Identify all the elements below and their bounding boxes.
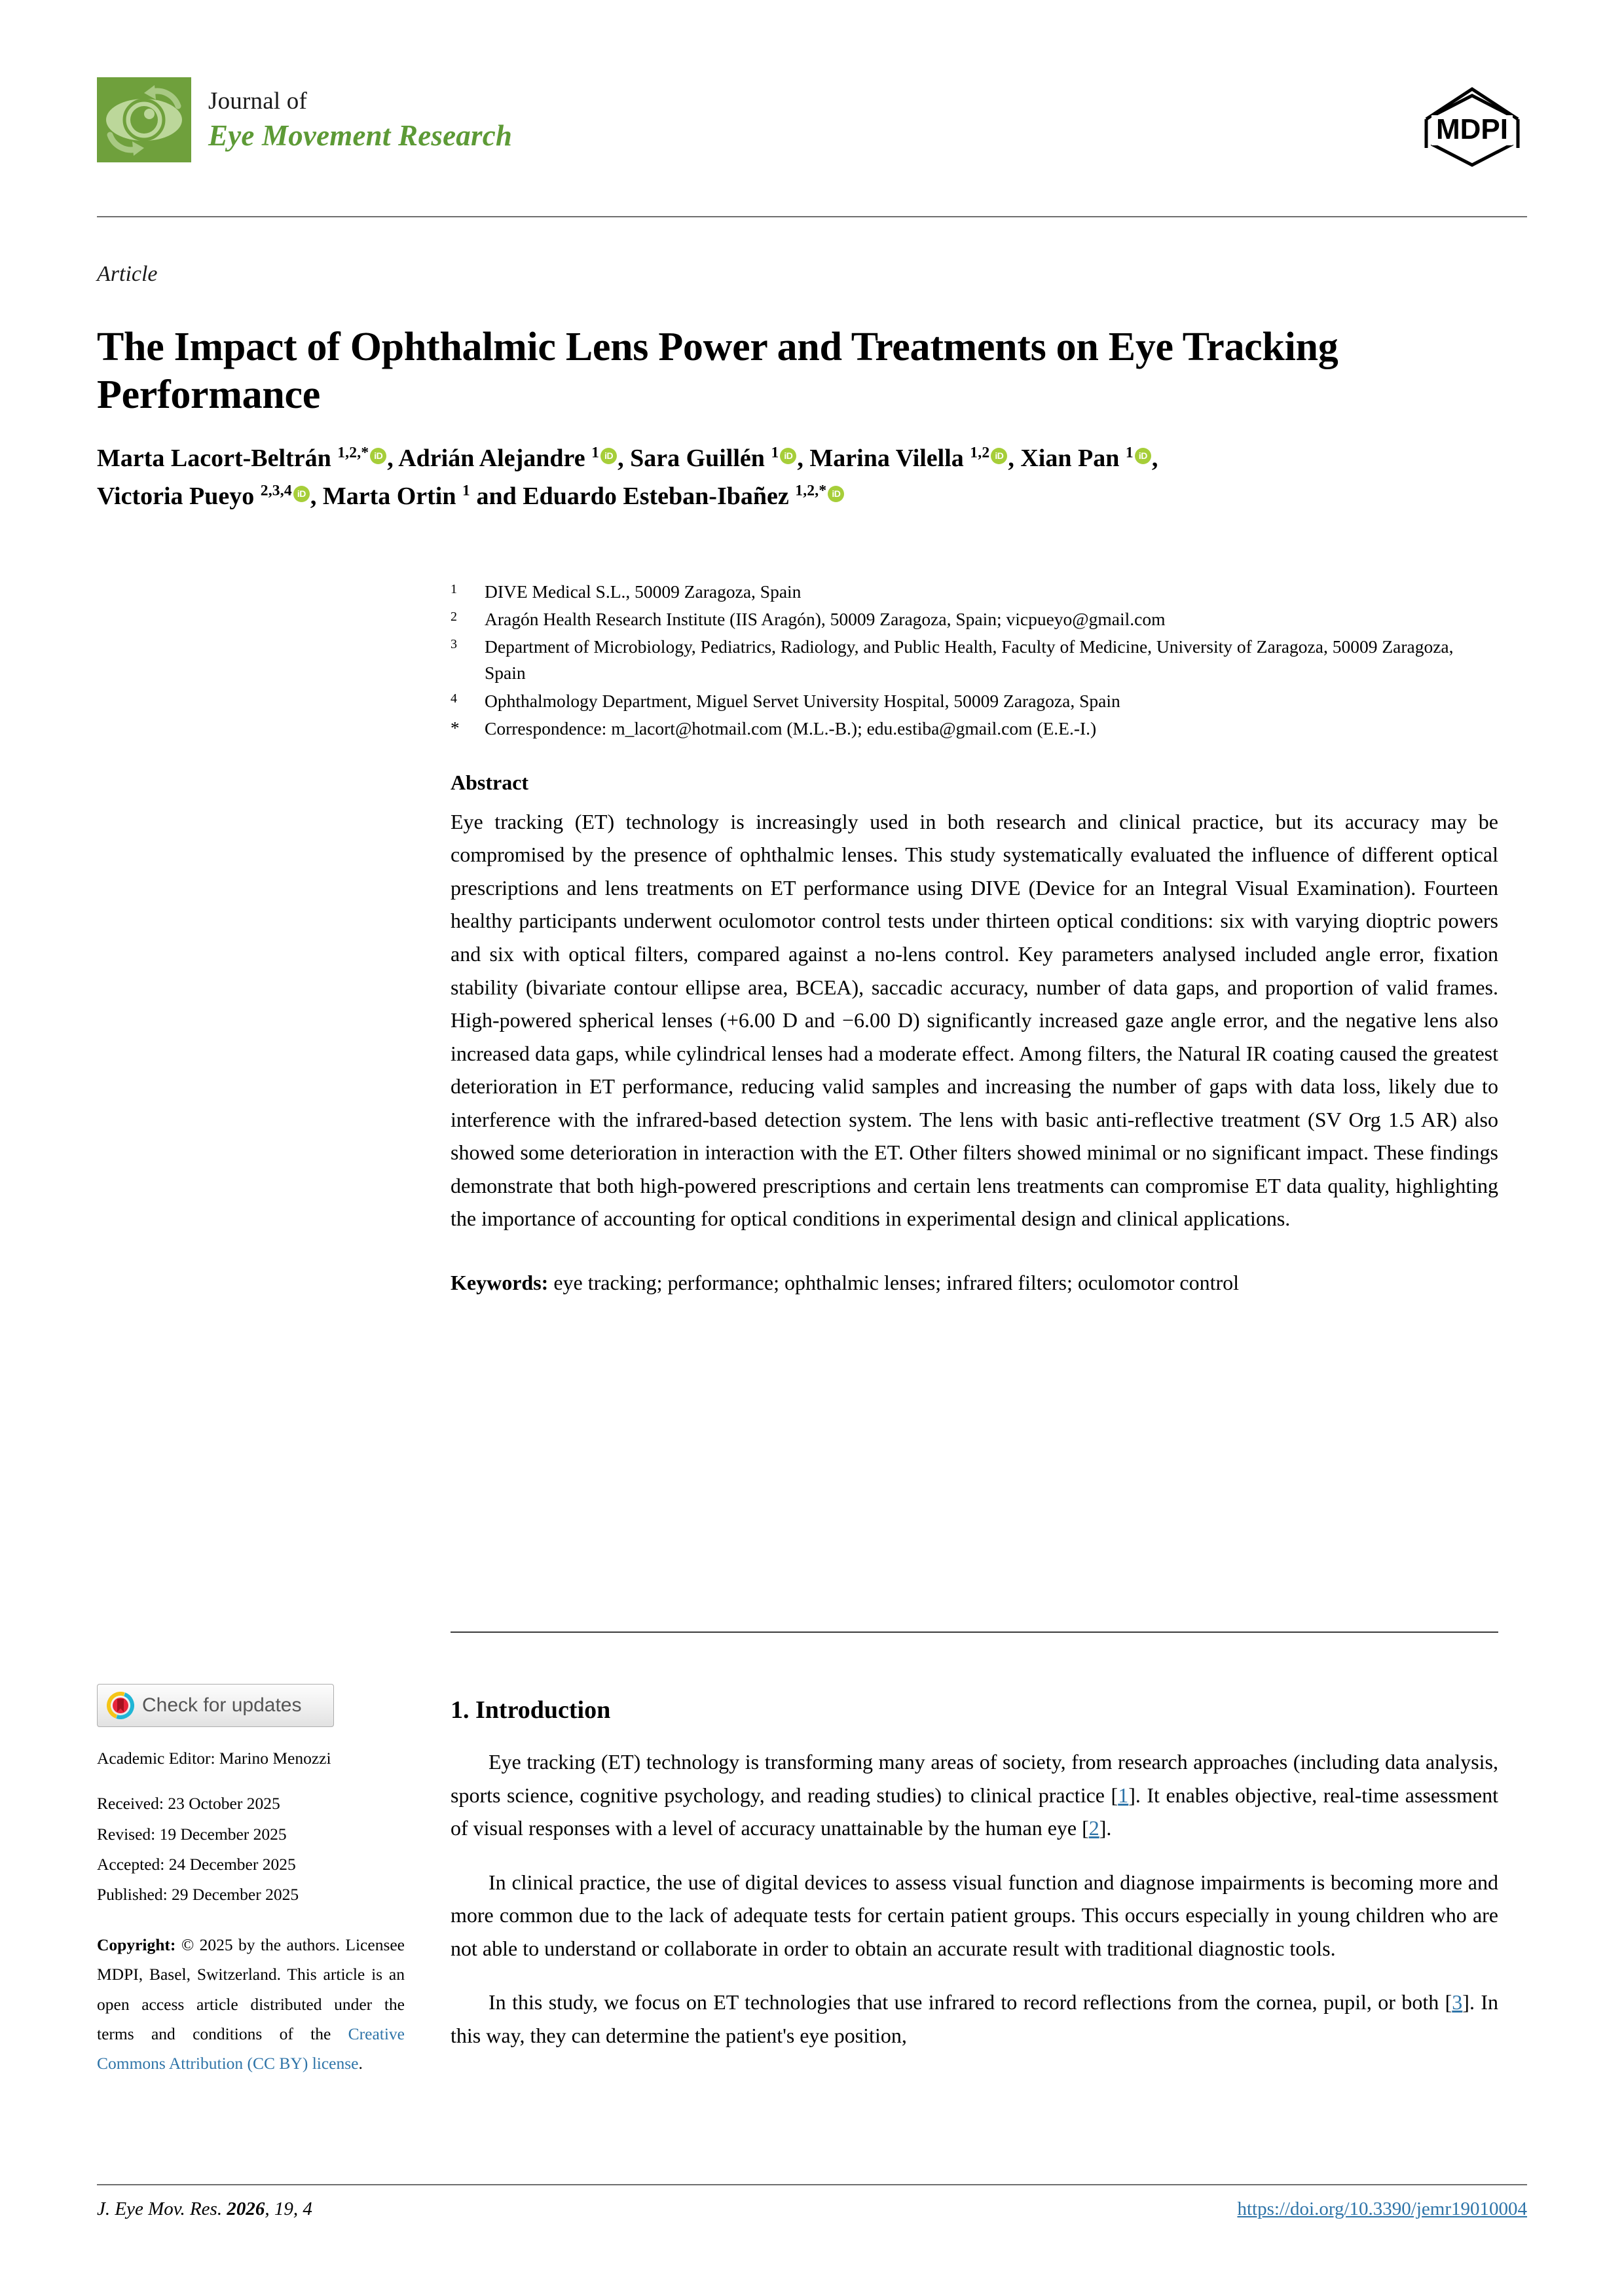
author-affiliation-marker: 1,2	[970, 444, 990, 462]
paragraph-3-part-b: ]. In this way, they can determine the patient's eye position,	[451, 1990, 1499, 2047]
keywords-label: Keywords:	[451, 1270, 549, 1294]
copyright-label: Copyright:	[97, 1935, 176, 1954]
affiliation-row	[451, 606, 1498, 632]
paragraph-1-part-b: ]. It enables objective, real-time assessment of visual responses with a level of accuracy unattainable by the human eye [	[451, 1783, 1499, 1840]
orcid-icon[interactable]: iD	[991, 448, 1007, 464]
author-separator: ,	[1008, 445, 1021, 472]
citation-link-3[interactable]: 3	[1452, 1990, 1463, 2014]
author-name: Marta Lacort-Beltrán	[97, 445, 338, 472]
author-separator: ,	[797, 445, 810, 472]
citation-year: 2026	[227, 2198, 265, 2219]
affiliation-text: Department of Microbiology, Pediatrics, Radiology, and Public Health, Faculty of Medicine, University of Zaragoza, 50009 Zaragoza, Spain	[485, 636, 1454, 683]
author-affiliation-marker: 1,2,*	[795, 482, 827, 500]
author-name: Xian Pan	[1020, 445, 1126, 472]
affiliation-marker: 3	[451, 637, 457, 652]
publication-date: Published: 29 December 2025	[97, 1885, 299, 1904]
copyright-period: .	[358, 2054, 363, 2073]
crossmark-icon	[107, 1692, 134, 1719]
orcid-icon[interactable]: iD	[370, 448, 386, 464]
orcid-icon[interactable]: iD	[1135, 448, 1151, 464]
masthead	[97, 77, 1527, 169]
orcid-icon[interactable]: iD	[293, 486, 310, 502]
section-heading-introduction: 1. Introduction	[451, 1696, 611, 1724]
affiliation-marker: *	[451, 718, 460, 738]
author-name: Adrián Alejandre	[398, 445, 592, 472]
author-separator: ,	[387, 445, 399, 472]
author-separator: and	[470, 482, 523, 510]
author-name: Eduardo Esteban-Ibañez	[523, 482, 796, 510]
sidebar	[97, 1684, 405, 2079]
publication-date: Revised: 19 December 2025	[97, 1824, 287, 1844]
author-separator: ,	[618, 445, 631, 472]
abstract-divider	[451, 1631, 1498, 1633]
affiliation-text: Ophthalmology Department, Miguel Servet University Hospital, 50009 Zaragoza, Spain	[485, 690, 1120, 711]
citation-link-1[interactable]: 1	[1118, 1783, 1129, 1807]
orcid-icon[interactable]: iD	[828, 486, 844, 502]
mdpi-logo-icon	[1417, 79, 1527, 170]
author-affiliation-marker: 2,3,4	[260, 482, 292, 500]
journal-of-label: Journal of	[208, 88, 307, 115]
paragraph-3	[451, 1986, 1498, 2052]
abstract-heading: Abstract	[451, 770, 529, 794]
paragraph-1	[451, 1745, 1498, 1845]
author-affiliation-marker: 1	[591, 444, 600, 462]
author-name: Marina Vilella	[809, 445, 970, 472]
eye-logo-icon	[97, 77, 191, 162]
author-name: Sara Guillén	[630, 445, 771, 472]
affiliation-row	[451, 634, 1498, 686]
publication-date: Received: 23 October 2025	[97, 1794, 280, 1813]
affiliation-text: DIVE Medical S.L., 50009 Zaragoza, Spain	[485, 581, 802, 602]
affiliation-text: Correspondence: m_lacort@hotmail.com (M.L.-B.); edu.estiba@gmail.com (E.E.-I.)	[485, 718, 1097, 738]
page-title: The Impact of Ophthalmic Lens Power and Treatments on Eye Tracking Performance	[97, 324, 1338, 417]
affiliation-row	[451, 716, 1498, 742]
citation-prefix: J. Eye Mov. Res.	[97, 2198, 227, 2219]
check-for-updates-button[interactable]	[97, 1684, 334, 1727]
citation-link-2[interactable]: 2	[1088, 1816, 1099, 1840]
affiliation-row	[451, 579, 1498, 605]
affiliation-marker: 4	[451, 691, 457, 706]
author-separator: ,	[1151, 445, 1158, 472]
author-name: Victoria Pueyo	[97, 482, 261, 510]
copyright-text: © 2025 by the authors. Licensee MDPI, Basel, Switzerland. This article is an open access article distributed under the terms and conditions of the	[97, 1935, 405, 2043]
paragraph-1-part-a: Eye tracking (ET) technology is transforming many areas of society, from research approaches (including data analysis, sports science, cognitive psychology, and reading studies) to clinical practice [	[451, 1750, 1498, 1807]
affiliation-marker: 2	[451, 610, 457, 625]
abstract-text: Eye tracking (ET) technology is increasingly used in both research and clinical practice, but its accuracy may be compromised by the presence of ophthalmic lenses. This study systematically evaluated the influence of different optical prescriptions and lens treatments on ET performance using DIVE (Device for an Integral Visual Examination). Fourteen healthy participants underwent oculomotor control tests under thirteen optical conditions: six with varying dioptric powers and six with optical filters, compared against a no-lens control. Key parameters analysed included angle error, fixation stability (bivariate contour ellipse area, BCEA), saccadic accuracy, number of data gaps, and proportion of valid frames. High-powered spherical lenses (+6.00 D and −6.00 D) significantly increased gaze angle error, and the negative lens also increased data gaps, while cylindrical lenses had a moderate effect. Among filters, the Natural IR coating caused the greatest deterioration in ET performance, reducing valid samples and increasing the number of gaps with data loss, likely due to interference with the infrared-based detection system. The lens with basic anti-reflective treatment (SV Org 1.5 AR) also showed some deterioration in interaction with the ET. Other filters showed minimal or no significant impact. These findings demonstrate that both high-powered prescriptions and certain lens treatments can compromise ET data quality, highlighting the importance of accounting for optical conditions in experimental design and clinical applications.	[451, 809, 1498, 1231]
keywords-text: eye tracking; performance; ophthalmic lenses; infrared filters; oculomotor control	[548, 1270, 1240, 1294]
author-affiliation-marker: 1	[1125, 444, 1134, 462]
affiliations-and-abstract	[451, 579, 1498, 1300]
affiliation-row	[451, 688, 1498, 714]
keywords	[451, 1267, 1498, 1300]
journal-citation	[97, 2198, 312, 2220]
author-separator: ,	[310, 482, 323, 510]
author-affiliation-marker: 1,2,*	[337, 444, 369, 462]
paragraph-2: In clinical practice, the use of digital devices to assess visual function and diagnose impairments is becoming more and more common due to the lack of adequate tests for certain patient groups. This occurs especially in young children who are not able to understand or collaborate in order to obtain an accurate result with traditional diagnostic tools.	[451, 1870, 1498, 1960]
paragraph-3-part-a: In this study, we focus on ET technologies that use infrared to record reflections from the cornea, pupil, or both [	[489, 1990, 1452, 2014]
orcid-icon[interactable]: iD	[780, 448, 796, 464]
check-for-updates-label: Check for updates	[142, 1694, 302, 1716]
author-name: Marta Ortin	[322, 482, 462, 510]
publication-date: Accepted: 24 December 2025	[97, 1855, 296, 1874]
academic-editor: Academic Editor: Marino Menozzi	[97, 1749, 331, 1768]
journal-title-block	[208, 88, 512, 152]
author-affiliation-marker: 1	[462, 482, 470, 500]
article-type-label: Article	[97, 262, 158, 286]
citation-suffix: , 19, 4	[265, 2198, 312, 2219]
copyright-notice	[97, 1930, 405, 2079]
journal-logo	[97, 77, 512, 162]
orcid-icon[interactable]: iD	[600, 448, 617, 464]
author-affiliation-marker: 1	[771, 444, 779, 462]
page-footer	[97, 2198, 1527, 2220]
author-list	[97, 440, 1498, 516]
mdpi-wordmark: MDPI	[1436, 113, 1508, 145]
journal-name: Eye Movement Research	[208, 118, 513, 152]
affiliation-marker: 1	[451, 582, 457, 596]
cc-license-link[interactable]: Creative Commons Attribution (CC BY) license	[97, 2024, 405, 2073]
affiliation-list	[451, 579, 1498, 742]
footer-divider	[97, 2184, 1527, 2185]
header-divider	[97, 216, 1527, 217]
doi-link[interactable]: https://doi.org/10.3390/jemr19010004	[1237, 2198, 1527, 2219]
publication-dates	[97, 1789, 405, 1910]
main-body	[451, 1696, 1498, 2073]
affiliation-text: Aragón Health Research Institute (IIS Aragón), 50009 Zaragoza, Spain; vicpueyo@gmail.com	[485, 609, 1166, 630]
paragraph-1-part-c: ].	[1099, 1816, 1112, 1840]
